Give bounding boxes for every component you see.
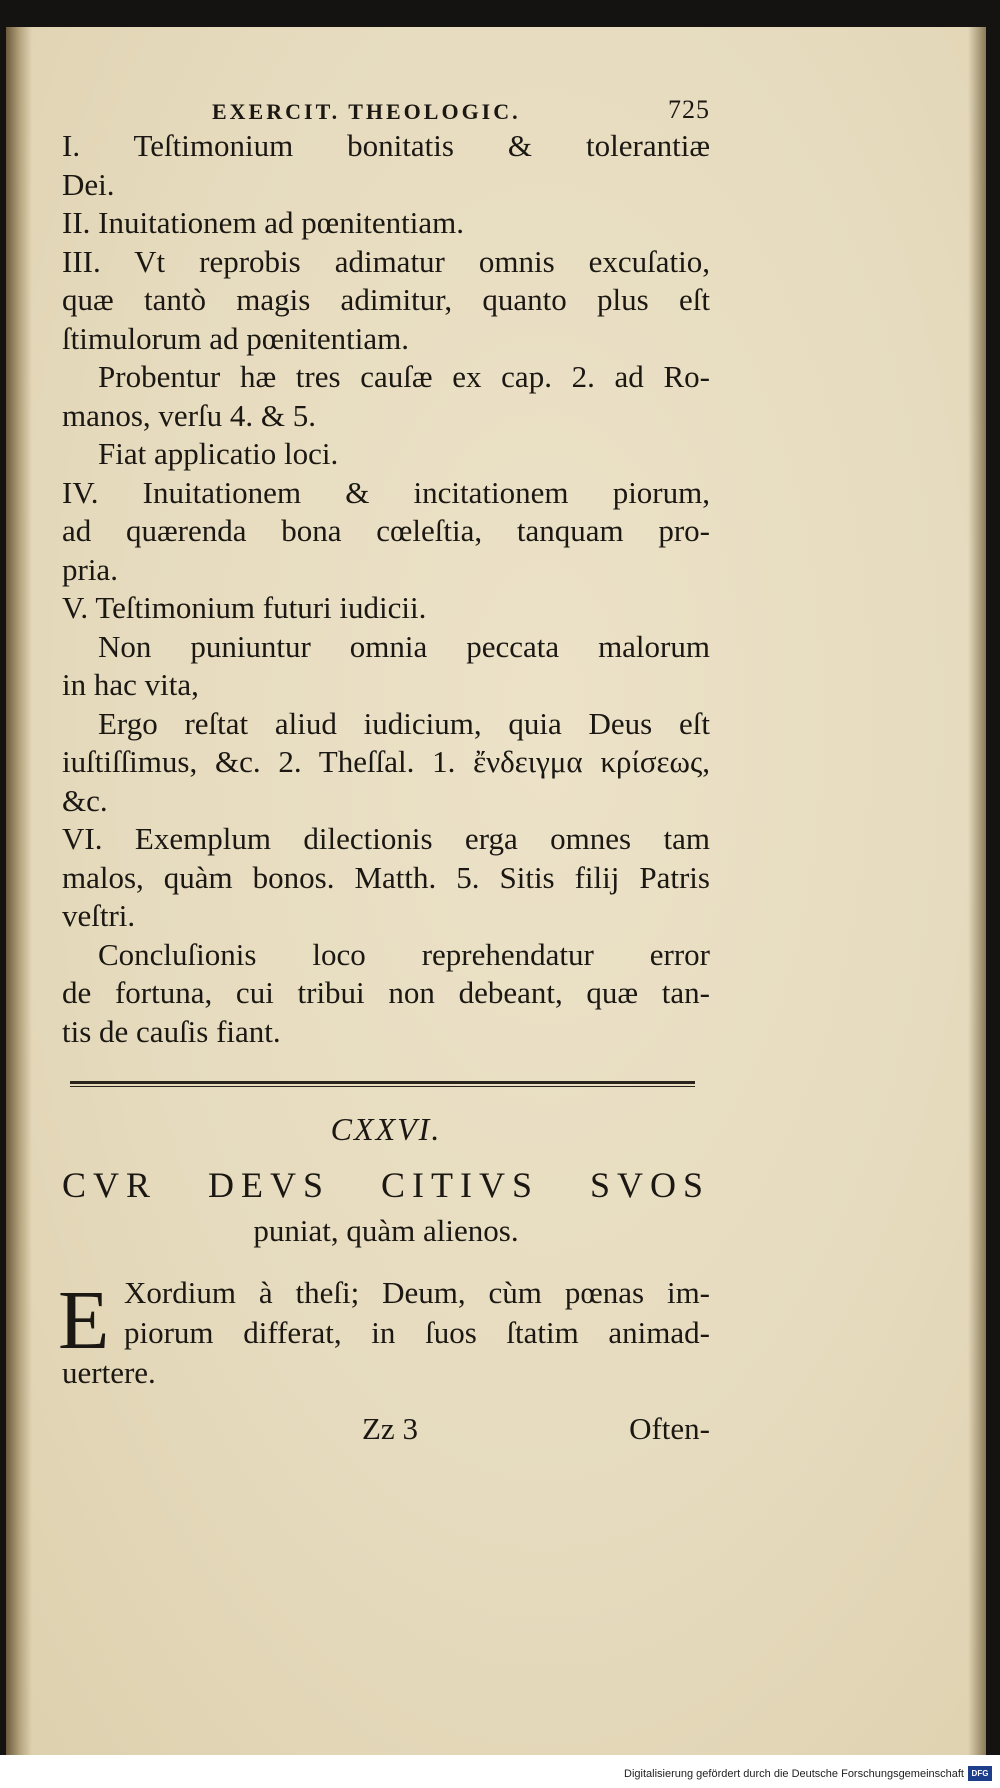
text-line: Ergo reſtat aliud iudicium, quia Deus eſt (98, 705, 710, 741)
running-head-title: EXERCIT. THEOLOGIC. (212, 99, 521, 124)
page-gutter-shadow (6, 27, 32, 1755)
catchword-line (62, 1411, 710, 1455)
text-line: iuſtiſſimus, &c. 2. Theſſal. 1. ἔνδειγμα κρίσεως, (62, 744, 710, 779)
text-line: I. Teſtimonium bonitatis & tolerantiæ (62, 128, 710, 163)
page-number: 725 (668, 95, 710, 124)
text-line: piorum differat, in ſuos ſtatim animad- (124, 1315, 710, 1350)
catchword: Often- (629, 1411, 710, 1446)
text-line: in hac vita, (62, 667, 199, 702)
text-line: Concluſionis loco reprehendatur error (98, 936, 710, 972)
footer-credit: Digitalisierung gefördert durch die Deutsche Forschungsgemeinschaft (624, 1768, 964, 1780)
text-line: Dei. (62, 166, 115, 202)
section-rule (70, 1081, 695, 1087)
text-block (58, 67, 710, 1455)
text-line: tis de cauſis fiant. (62, 1013, 281, 1049)
text-line: pria. (62, 551, 118, 587)
drop-cap: E (58, 1274, 110, 1367)
body-text (62, 127, 710, 1051)
running-head (62, 67, 710, 124)
text-line: II. Inuitationem ad pœnitentiam. (62, 205, 465, 240)
text-line: manos, verſu 4. & 5. (62, 397, 316, 433)
text-line: ad quærenda bona cœleſtia, tanquam pro- (62, 513, 710, 548)
text-line: III. Vt reprobis adimatur omnis excuſatio, (62, 243, 710, 279)
text-line: de fortuna, cui tribui non debeant, quæ tan- (62, 975, 710, 1010)
signature-mark: Zz 3 (362, 1411, 418, 1446)
text-line: Fiat applicatio loci. (98, 436, 339, 471)
text-line: quæ tantò magis adimitur, quanto plus eſt (62, 282, 710, 317)
text-line: &c. (62, 782, 108, 818)
text-line: V. Teſtimonium futuri iudicii. (62, 590, 427, 625)
exordium-paragraph (58, 1273, 710, 1393)
section-number: CXXVI. (330, 1111, 442, 1147)
section-title: CVR DEVS CITIVS SVOS (62, 1165, 710, 1205)
text-line: ſtimulorum ad pœnitentiam. (62, 320, 409, 356)
text-line: malos, quàm bonos. Matth. 5. Sitis filij Patris (62, 859, 710, 895)
text-line: Xordium à theſi; Deum, cùm pœnas im- (124, 1275, 710, 1310)
text-line: IV. Inuitationem & incitationem piorum, (62, 474, 710, 510)
section-subtitle: puniat, quàm alienos. (253, 1213, 519, 1248)
dfg-logo-icon: DFG (968, 1766, 992, 1781)
page-edge-shadow (968, 27, 986, 1755)
text-line: VI. Exemplum dilectionis erga omnes tam (62, 821, 710, 856)
text-line: uertere. (62, 1355, 156, 1390)
text-line: Non puniuntur omnia peccata malorum (98, 628, 710, 664)
text-line: Probentur hæ tres cauſæ ex cap. 2. ad Ro- (98, 359, 710, 394)
text-line: veſtri. (62, 898, 136, 933)
book-page (6, 27, 986, 1755)
